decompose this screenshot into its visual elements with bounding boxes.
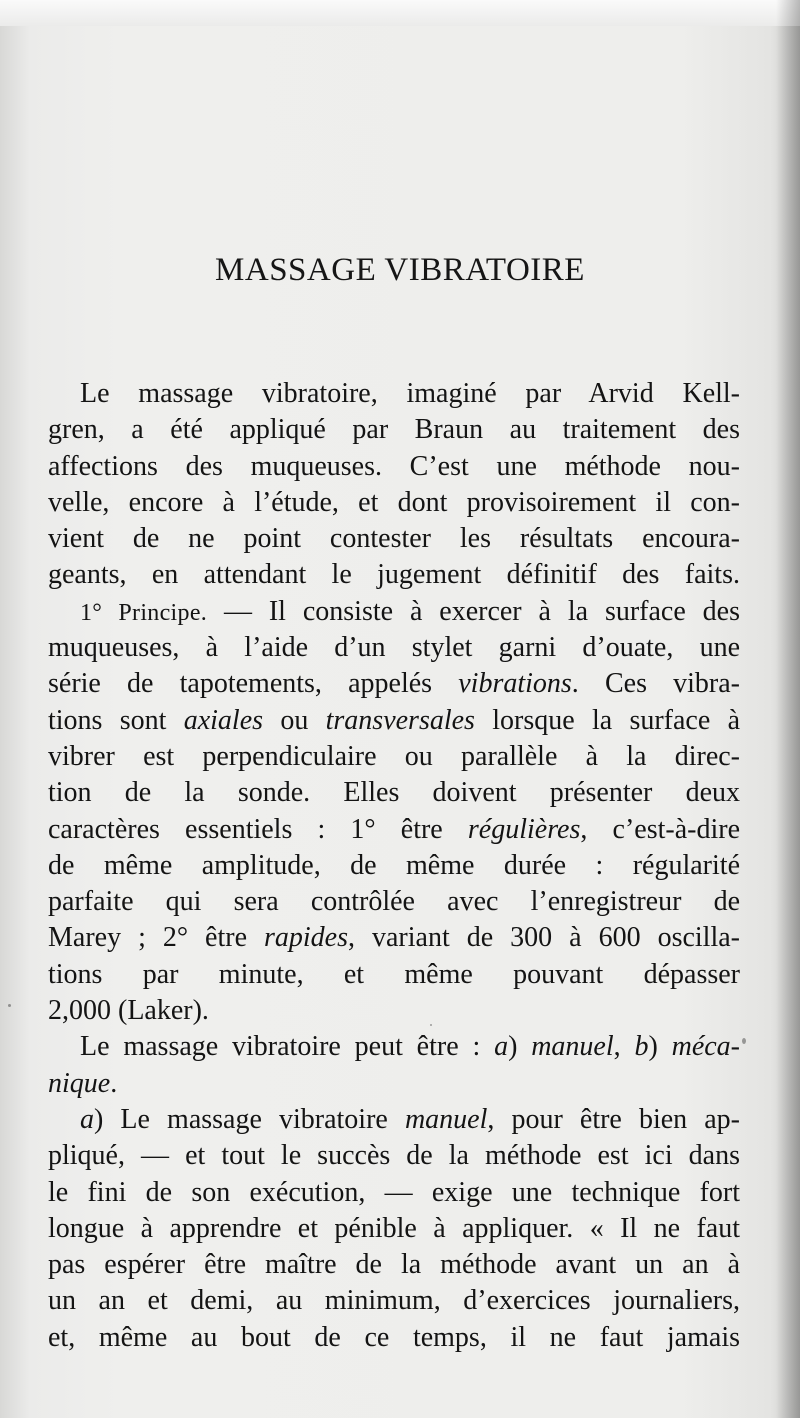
italic-text: manuel xyxy=(404,1103,488,1135)
text-line xyxy=(48,812,740,848)
text-line xyxy=(48,848,740,884)
text-segment: — Il consiste à exercer à la surface des xyxy=(207,595,740,627)
text-line xyxy=(48,775,740,811)
italic-text: axiales xyxy=(183,704,264,736)
text-segment: ) xyxy=(508,1031,532,1063)
text-line xyxy=(48,666,740,702)
text-line xyxy=(48,1175,740,1211)
text-segment: , pour être bien ap- xyxy=(487,1103,740,1135)
text-segment: . xyxy=(110,1067,118,1099)
text-segment: le fini de son exécution, — exige une technique fort xyxy=(48,1176,740,1208)
text-line xyxy=(48,1211,740,1247)
text-segment: tion de la sonde. Elles doivent présenter deux xyxy=(48,777,740,809)
text-line xyxy=(48,1029,740,1065)
italic-text: méca- xyxy=(671,1031,740,1063)
text-line xyxy=(48,630,740,666)
text-segment: ) xyxy=(648,1031,672,1063)
italic-text: rapides xyxy=(264,922,348,954)
text-line xyxy=(48,376,740,412)
text-segment: caractères essentiels : 1° être xyxy=(48,813,468,845)
text-segment: et, même au bout de ce temps, il ne faut jamais xyxy=(48,1321,740,1353)
text-segment: muqueuses, à l’aide d’un stylet garni d’ouate, une xyxy=(48,632,740,664)
text-segment: vibrer est perpendiculaire ou parallèle à la direc- xyxy=(48,740,740,772)
text-segment: ou xyxy=(263,704,326,736)
body-text xyxy=(48,376,740,1356)
text-line xyxy=(48,1320,740,1356)
text-segment: vient de ne point contester les résultats encoura- xyxy=(48,523,740,555)
text-segment: gren, a été appliqué par Braun au traitement des xyxy=(48,414,740,446)
page-binding-shadow xyxy=(776,0,800,1418)
paper-speck xyxy=(742,1038,746,1044)
text-segment: affections des muqueuses. C’est une méthode nou- xyxy=(48,450,740,482)
text-segment: pas espérer être maître de la méthode avant un an à xyxy=(48,1249,740,1281)
text-line xyxy=(48,1102,740,1138)
paper-speck xyxy=(8,1004,11,1007)
text-segment: série de tapotements, appelés xyxy=(48,668,459,700)
page-top-edge xyxy=(0,0,800,26)
text-line xyxy=(48,412,740,448)
text-segment: , xyxy=(613,1031,635,1063)
text-line xyxy=(48,557,740,593)
text-line xyxy=(48,739,740,775)
italic-text: transversales xyxy=(325,704,475,736)
italic-text: b xyxy=(634,1031,649,1063)
text-line xyxy=(48,1066,740,1102)
text-line xyxy=(48,920,740,956)
text-segment: Le massage vibratoire peut être : xyxy=(80,1031,495,1063)
text-line xyxy=(48,957,740,993)
text-line xyxy=(48,1138,740,1174)
text-segment: parfaite qui sera contrôlée avec l’enregistreur de xyxy=(48,886,740,918)
text-segment: pliqué, — et tout le succès de la méthode est ici dans xyxy=(48,1140,740,1172)
italic-text: vibrations xyxy=(458,668,572,700)
italic-text: a xyxy=(80,1103,94,1135)
text-line xyxy=(48,993,740,1029)
text-segment: geants, en attendant le jugement définitif des faits. xyxy=(48,559,740,591)
text-segment: tions par minute, et même pouvant dépasser xyxy=(48,958,740,990)
text-line xyxy=(48,884,740,920)
text-segment: , c’est-à-dire xyxy=(580,813,741,845)
text-segment: Le massage vibratoire, imaginé par Arvid Kell- xyxy=(80,378,740,409)
text-line xyxy=(48,449,740,485)
page-title: MASSAGE VIBRATOIRE xyxy=(215,252,585,288)
text-line xyxy=(48,1283,740,1319)
section-heading: 1° Principe. xyxy=(80,599,208,626)
text-segment: tions sont xyxy=(48,704,184,736)
text-segment: de même amplitude, de même durée : régularité xyxy=(48,849,740,881)
text-segment: un an et demi, au minimum, d’exercices journaliers, xyxy=(48,1285,740,1317)
text-segment: 2,000 (Laker). xyxy=(48,995,209,1027)
text-line xyxy=(48,521,740,557)
italic-text: a xyxy=(494,1031,509,1063)
text-segment: Marey ; 2° être xyxy=(48,922,264,954)
text-segment: . Ces vibra- xyxy=(571,668,740,700)
text-line xyxy=(48,703,740,739)
text-line xyxy=(48,594,740,630)
text-line xyxy=(48,1247,740,1283)
text-segment: lorsque la surface à xyxy=(474,704,741,736)
text-segment: ) Le massage vibratoire xyxy=(94,1103,405,1135)
text-line xyxy=(48,485,740,521)
text-segment: , variant de 300 à 600 oscilla- xyxy=(348,922,740,954)
italic-text: manuel xyxy=(531,1031,614,1063)
text-segment: velle, encore à l’étude, et dont provisoirement il con- xyxy=(48,486,740,518)
text-segment: longue à apprendre et pénible à appliquer. « Il ne faut xyxy=(48,1212,740,1244)
italic-text: régulières xyxy=(467,813,581,845)
italic-text: nique xyxy=(48,1067,111,1099)
